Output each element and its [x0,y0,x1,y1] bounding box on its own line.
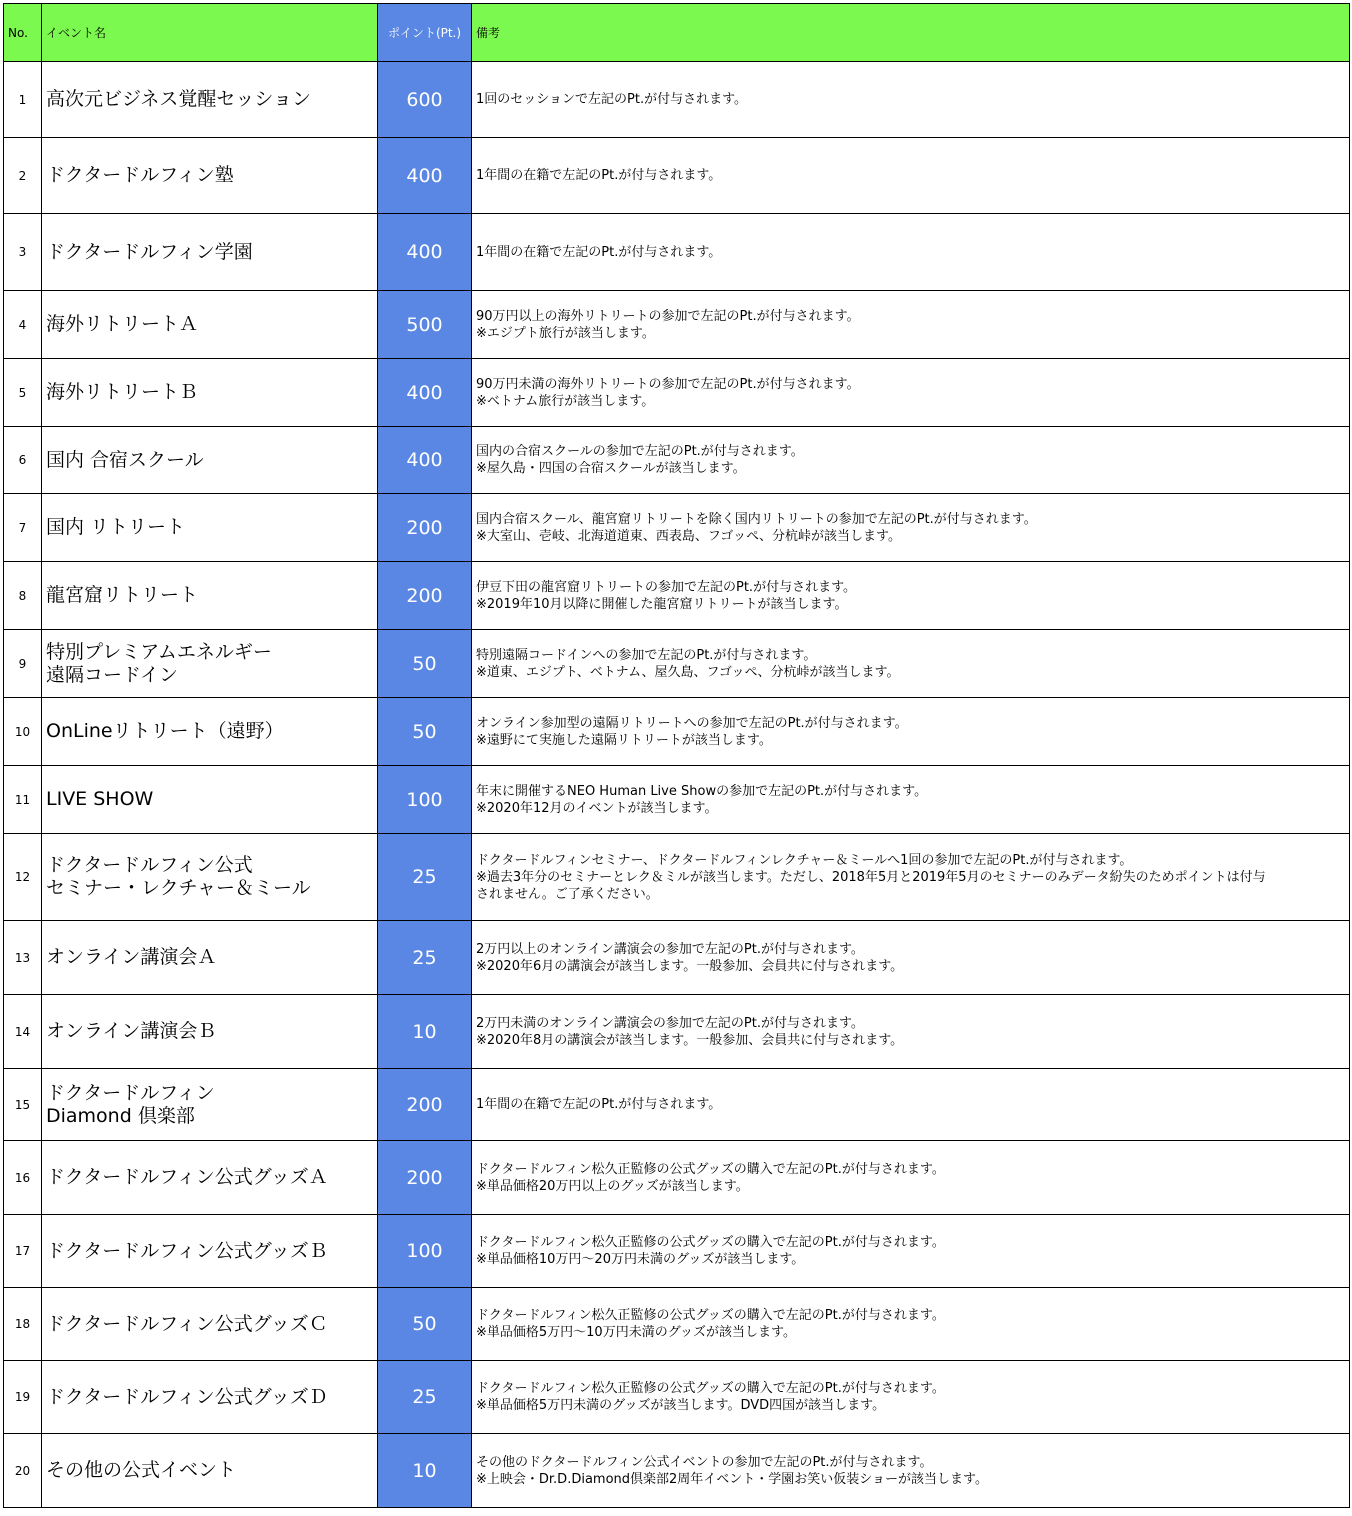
note-line: 1年間の在籍で左記のPt.が付与されます。 [476,168,722,183]
table-row [4,1361,1350,1434]
note-line: 1回のセッションで左記のPt.が付与されます。 [476,92,748,107]
points-value: 200 [378,494,472,562]
note-cell [472,995,1350,1069]
table-row [4,766,1350,834]
event-name: ドクタードルフィン塾 [42,138,378,214]
row-number: 3 [4,214,42,291]
table-row [4,562,1350,630]
points-value: 100 [378,766,472,834]
note-line: その他のドクタードルフィン公式イベントの参加で左記のPt.が付与されます。 [476,1454,933,1470]
table-row [4,834,1350,921]
note-line: ※2020年8月の講演会が該当します。一般参加、会員共に付与されます。 [476,1032,904,1048]
note-line: 1年間の在籍で左記のPt.が付与されます。 [476,1097,722,1112]
event-name: ドクタードルフィン公式 セミナー・レクチャー＆ミール [42,834,378,921]
points-value: 200 [378,562,472,630]
event-name: ドクタードルフィン Diamond 倶楽部 [42,1069,378,1141]
table-row [4,630,1350,698]
points-value: 25 [378,1361,472,1434]
table-row [4,359,1350,427]
note-line: 特別遠隔コードインへの参加で左記のPt.が付与されます。 [476,647,817,663]
row-number: 19 [4,1361,42,1434]
note-cell [472,921,1350,995]
points-value: 400 [378,214,472,291]
event-name: 国内 リトリート [42,494,378,562]
points-value: 25 [378,921,472,995]
points-value: 25 [378,834,472,921]
note-line: 国内合宿スクール、龍宮窟リトリートを除く国内リトリートの参加で左記のPt.が付与されます。 [476,511,1037,527]
note-line: 90万円以上の海外リトリートの参加で左記のPt.が付与されます。 [476,308,860,324]
note-cell [472,62,1350,138]
header-row [4,4,1350,62]
points-value: 50 [378,1288,472,1361]
event-name: 国内 合宿スクール [42,427,378,494]
note-line: ドクタードルフィン松久正監修の公式グッズの購入で左記のPt.が付与されます。 [476,1381,945,1396]
event-name: ドクタードルフィン公式グッズＤ [42,1361,378,1434]
note-cell [472,359,1350,427]
points-table [3,3,1350,1508]
note-line: 90万円未満の海外リトリートの参加で左記のPt.が付与されます。 [476,376,860,392]
note-line: ※2020年6月の講演会が該当します。一般参加、会員共に付与されます。 [476,958,904,974]
event-name: 龍宮窟リトリート [42,562,378,630]
points-value: 400 [378,427,472,494]
table-row [4,698,1350,766]
header-points: ポイント(Pt.) [378,4,472,62]
row-number: 8 [4,562,42,630]
row-number: 14 [4,995,42,1069]
note-line: ※上映会・Dr.D.Diamond倶楽部2周年イベント・学園お笑い仮装ショーが該当します。 [476,1471,988,1487]
row-number: 11 [4,766,42,834]
row-number: 18 [4,1288,42,1361]
note-line: ※単品価格20万円以上のグッズが該当します。 [476,1178,749,1194]
note-cell [472,291,1350,359]
note-line: ※道東、エジプト、ベトナム、屋久島、フゴッペ、分杭峠が該当します。 [476,664,900,680]
header-note: 備考 [472,4,1350,62]
note-line: ※過去3年分のセミナーとレク＆ミルが該当します。ただし、2018年5月と2019年5月のセミナーのみデータ紛失のためポイントは付与 [476,869,1266,885]
header-no: No. [4,4,42,62]
note-cell [472,494,1350,562]
table-row [4,1215,1350,1288]
note-line: ※2019年10月以降に開催した龍宮窟リトリートが該当します。 [476,596,848,612]
note-line: 2万円以上のオンライン講演会の参加で左記のPt.が付与されます。 [476,941,864,957]
row-number: 1 [4,62,42,138]
event-name: ドクタードルフィン公式グッズＢ [42,1215,378,1288]
note-line: されません。ご了承ください。 [476,886,659,902]
table-row [4,62,1350,138]
row-number: 13 [4,921,42,995]
note-cell [472,427,1350,494]
note-line: 2万円未満のオンライン講演会の参加で左記のPt.が付与されます。 [476,1015,864,1031]
row-number: 7 [4,494,42,562]
note-line: ※単品価格5万円未満のグッズが該当します。DVD四国が該当します。 [476,1398,886,1413]
note-cell [472,698,1350,766]
note-cell [472,1361,1350,1434]
note-line: ※エジプト旅行が該当します。 [476,325,655,341]
row-number: 16 [4,1141,42,1215]
points-value: 400 [378,359,472,427]
points-value: 100 [378,1215,472,1288]
note-line: ドクタードルフィン松久正監修の公式グッズの購入で左記のPt.が付与されます。 [476,1235,945,1250]
row-number: 20 [4,1434,42,1508]
row-number: 15 [4,1069,42,1141]
row-number: 4 [4,291,42,359]
table-row [4,1069,1350,1141]
table-row [4,1141,1350,1215]
table-row [4,291,1350,359]
note-line: 国内の合宿スクールの参加で左記のPt.が付与されます。 [476,444,804,459]
note-line: ドクタードルフィンセミナー、ドクタードルフィンレクチャー＆ミールへ1回の参加で左記のPt.が付与されます。 [476,852,1133,868]
note-line: 1年間の在籍で左記のPt.が付与されます。 [476,244,722,260]
table-body [4,4,1350,1508]
note-line: ※2020年12月のイベントが該当します。 [476,800,718,816]
event-name: OnLineリトリート（遠野） [42,698,378,766]
note-cell [472,1288,1350,1361]
note-line: ※ベトナム旅行が該当します。 [476,393,655,409]
note-cell [472,1215,1350,1288]
note-line: ドクタードルフィン松久正監修の公式グッズの購入で左記のPt.が付与されます。 [476,1161,945,1177]
note-line: ※屋久島・四国の合宿スクールが該当します。 [476,461,746,476]
note-line: オンライン参加型の遠隔リトリートへの参加で左記のPt.が付与されます。 [476,715,908,731]
table-row [4,995,1350,1069]
note-line: ※単品価格10万円～20万円未満のグッズが該当します。 [476,1252,805,1267]
row-number: 9 [4,630,42,698]
note-cell [472,1434,1350,1508]
event-name: ドクタードルフィン公式グッズＣ [42,1288,378,1361]
points-value: 10 [378,1434,472,1508]
event-name: 高次元ビジネス覚醒セッション [42,62,378,138]
row-number: 10 [4,698,42,766]
note-line: ※大室山、壱岐、北海道道東、西表島、フゴッペ、分杭峠が該当します。 [476,528,901,544]
points-value: 200 [378,1069,472,1141]
note-cell [472,214,1350,291]
header-event-name: イベント名 [42,4,378,62]
event-name: オンライン講演会Ａ [42,921,378,995]
points-value: 400 [378,138,472,214]
table-row [4,214,1350,291]
note-cell [472,834,1350,921]
event-name: その他の公式イベント [42,1434,378,1508]
table-row [4,1434,1350,1508]
event-name: オンライン講演会Ｂ [42,995,378,1069]
event-name: 海外リトリートＡ [42,291,378,359]
note-cell [472,138,1350,214]
points-value: 200 [378,1141,472,1215]
note-line: ドクタードルフィン松久正監修の公式グッズの購入で左記のPt.が付与されます。 [476,1308,945,1323]
table-row [4,921,1350,995]
table-row [4,138,1350,214]
points-value: 50 [378,698,472,766]
note-line: ※遠野にて実施した遠隔リトリートが該当します。 [476,732,772,748]
note-cell [472,1141,1350,1215]
note-line: ※単品価格5万円～10万円未満のグッズが該当します。 [476,1325,797,1340]
table-row [4,427,1350,494]
row-number: 6 [4,427,42,494]
note-line: 伊豆下田の龍宮窟リトリートの参加で左記のPt.が付与されます。 [476,579,857,595]
points-value: 50 [378,630,472,698]
table-row [4,494,1350,562]
note-line: 年末に開催するNEO Human Live Showの参加で左記のPt.が付与されます。 [476,783,928,799]
event-name: LIVE SHOW [42,766,378,834]
event-name: 特別プレミアムエネルギー 遠隔コードイン [42,630,378,698]
note-cell [472,1069,1350,1141]
note-cell [472,562,1350,630]
points-value: 500 [378,291,472,359]
table-row [4,1288,1350,1361]
row-number: 2 [4,138,42,214]
event-name: ドクタードルフィン公式グッズＡ [42,1141,378,1215]
row-number: 5 [4,359,42,427]
event-name: 海外リトリートＢ [42,359,378,427]
event-name: ドクタードルフィン学園 [42,214,378,291]
points-value: 10 [378,995,472,1069]
points-value: 600 [378,62,472,138]
note-cell [472,766,1350,834]
note-cell [472,630,1350,698]
row-number: 17 [4,1215,42,1288]
row-number: 12 [4,834,42,921]
